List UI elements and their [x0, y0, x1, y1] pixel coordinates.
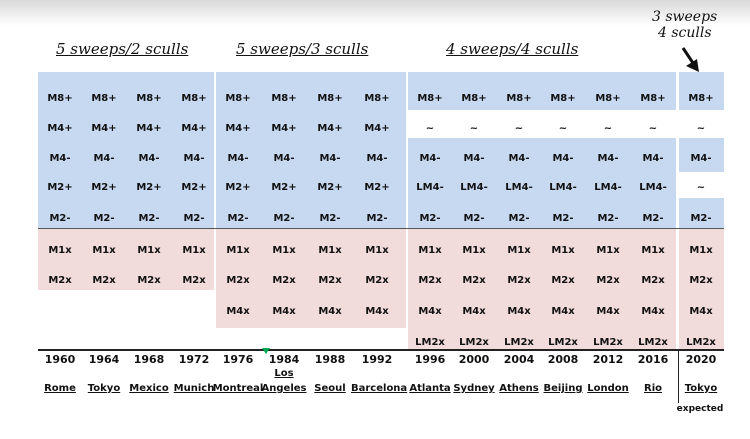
- city-text: Los: [274, 368, 294, 379]
- event-cell: M1x: [48, 245, 72, 256]
- event-cell: M4+: [271, 123, 297, 134]
- event-cell: M4+: [225, 123, 251, 134]
- event-cell: M2-: [552, 213, 574, 224]
- event-cell: M4-: [366, 153, 388, 164]
- event-cell: M2x: [507, 275, 531, 286]
- event-cell: M4-: [419, 153, 441, 164]
- event-cell: M1x: [641, 245, 665, 256]
- event-cell: M2-: [463, 213, 485, 224]
- city-text: Tokyo: [684, 383, 718, 394]
- event-cell: M2x: [365, 275, 389, 286]
- arrow-down-icon: [680, 46, 702, 74]
- city-label-line1: [258, 368, 310, 379]
- event-cell: ~: [425, 123, 435, 134]
- event-cell: LM2x: [548, 337, 578, 348]
- event-cell: M2+: [91, 182, 117, 193]
- event-cell: M4x: [462, 306, 486, 317]
- event-cell: M2+: [225, 182, 251, 193]
- event-cell: LM4-: [505, 182, 533, 193]
- event-cell: M2-: [419, 213, 441, 224]
- event-cell: ~: [696, 123, 706, 134]
- year-label: 1992: [361, 353, 393, 366]
- event-cell: M1x: [418, 245, 442, 256]
- city-text: Beijing: [543, 383, 583, 394]
- event-cell: M4-: [463, 153, 485, 164]
- event-cell: M4x: [272, 306, 296, 317]
- year-label: 2012: [592, 353, 624, 366]
- event-cell: M2x: [272, 275, 296, 286]
- city-label: [304, 383, 356, 394]
- event-cell: M2x: [462, 275, 486, 286]
- event-cell: LM4-: [594, 182, 622, 193]
- event-cell: M4x: [641, 306, 665, 317]
- event-cell: M2x: [641, 275, 665, 286]
- event-cell: M8+: [271, 93, 297, 104]
- event-cell: M1x: [226, 245, 250, 256]
- event-cell: M2+: [47, 182, 73, 193]
- event-cell: M4-: [690, 153, 712, 164]
- city-label: [258, 383, 310, 394]
- event-cell: M8+: [550, 93, 576, 104]
- event-cell: M4-: [93, 153, 115, 164]
- event-cell: M4-: [183, 153, 205, 164]
- event-cell: M4x: [318, 306, 342, 317]
- event-cell: M4+: [136, 123, 162, 134]
- event-cell: M2x: [418, 275, 442, 286]
- event-cell: ~: [648, 123, 658, 134]
- event-cell: M1x: [551, 245, 575, 256]
- year-label: 1984: [268, 353, 300, 366]
- event-cell: M1x: [318, 245, 342, 256]
- city-label: [675, 383, 727, 394]
- event-cell: M4-: [319, 153, 341, 164]
- event-cell: M4+: [364, 123, 390, 134]
- event-cell: M4x: [689, 306, 713, 317]
- event-cell: M2x: [92, 275, 116, 286]
- event-cell: M2-: [597, 213, 619, 224]
- city-text: Angeles: [261, 383, 307, 394]
- era-gap-3: [676, 72, 678, 344]
- event-cell: LM2x: [504, 337, 534, 348]
- event-cell: M8+: [181, 93, 207, 104]
- event-cell: M2-: [183, 213, 205, 224]
- event-cell: M4-: [227, 153, 249, 164]
- event-cell: LM4-: [549, 182, 577, 193]
- year-label: 1972: [178, 353, 210, 366]
- year-label: 1960: [44, 353, 76, 366]
- event-cell: M4x: [418, 306, 442, 317]
- year-label: 2004: [503, 353, 535, 366]
- event-cell: M1x: [92, 245, 116, 256]
- event-cell: M8+: [640, 93, 666, 104]
- event-cell: M2-: [366, 213, 388, 224]
- corner-note-line2: 4 sculls: [658, 25, 712, 41]
- city-text: Atlanta: [409, 383, 451, 394]
- corner-note-line1: 3 sweeps: [652, 9, 718, 25]
- city-text: Rome: [44, 383, 76, 394]
- event-cell: M4-: [642, 153, 664, 164]
- event-cell: LM2x: [459, 337, 489, 348]
- event-cell: M8+: [595, 93, 621, 104]
- event-cell: M4-: [138, 153, 160, 164]
- event-cell: M8+: [364, 93, 390, 104]
- event-cell: M2+: [181, 182, 207, 193]
- event-cell: M1x: [507, 245, 531, 256]
- city-text: Barcelona: [351, 383, 408, 394]
- event-cell: M4-: [49, 153, 71, 164]
- event-cell: M2x: [182, 275, 206, 286]
- event-cell: M4x: [596, 306, 620, 317]
- event-cell: M2+: [364, 182, 390, 193]
- event-cell: M4x: [507, 306, 531, 317]
- event-cell: M1x: [689, 245, 713, 256]
- city-text: Tokyo: [87, 383, 121, 394]
- event-cell: M2-: [273, 213, 295, 224]
- event-cell: M4-: [508, 153, 530, 164]
- event-cell: M2-: [93, 213, 115, 224]
- event-cell: M8+: [91, 93, 117, 104]
- event-cell: LM2x: [638, 337, 668, 348]
- event-cell: M2-: [138, 213, 160, 224]
- event-cell: M1x: [462, 245, 486, 256]
- city-text: Seoul: [314, 383, 346, 394]
- event-cell: M4-: [273, 153, 295, 164]
- city-text: Sydney: [453, 383, 495, 394]
- group-title-1960-1972: 5 sweeps/2 sculls: [56, 40, 189, 58]
- event-cell: M2x: [551, 275, 575, 286]
- year-label: 1996: [414, 353, 446, 366]
- city-text: Athens: [499, 383, 539, 394]
- event-cell: LM2x: [686, 337, 716, 348]
- event-cell: M1x: [365, 245, 389, 256]
- event-cell: LM2x: [593, 337, 623, 348]
- year-label: 2016: [637, 353, 669, 366]
- city-text: Munich: [173, 383, 215, 394]
- event-cell: LM4-: [416, 182, 444, 193]
- event-cell: M2-: [227, 213, 249, 224]
- event-cell: M4+: [91, 123, 117, 134]
- event-cell: M2x: [226, 275, 250, 286]
- corner-note: [652, 9, 748, 41]
- event-cell: M2x: [137, 275, 161, 286]
- top-shading: [0, 0, 750, 26]
- event-cell: M2x: [48, 275, 72, 286]
- event-cell: M2+: [271, 182, 297, 193]
- year-label: 2008: [547, 353, 579, 366]
- city-label: [627, 383, 679, 394]
- event-cell: M1x: [137, 245, 161, 256]
- year-label: 1976: [222, 353, 254, 366]
- year-baseline: [38, 349, 724, 351]
- event-cell: M8+: [225, 93, 251, 104]
- event-cell: M4x: [365, 306, 389, 317]
- city-text: London: [587, 383, 629, 394]
- year-label: 1964: [88, 353, 120, 366]
- city-text: Mexico: [129, 383, 169, 394]
- event-cell: M2+: [136, 182, 162, 193]
- event-cell: M1x: [182, 245, 206, 256]
- year-label: 2020: [685, 353, 717, 366]
- event-cell: M8+: [47, 93, 73, 104]
- event-cell: M2-: [690, 213, 712, 224]
- group-title-1996-2016: 4 sweeps/4 sculls: [446, 40, 579, 58]
- event-cell: M8+: [461, 93, 487, 104]
- event-cell: M4-: [597, 153, 619, 164]
- city-text: Rio: [644, 383, 662, 394]
- year-label: 1968: [133, 353, 165, 366]
- year-label: 2000: [458, 353, 490, 366]
- event-cell: M4x: [226, 306, 250, 317]
- event-cell: M2+: [317, 182, 343, 193]
- event-cell: ~: [558, 123, 568, 134]
- event-cell: LM4-: [639, 182, 667, 193]
- expected-label: expected: [676, 404, 724, 414]
- event-cell: M4-: [552, 153, 574, 164]
- event-cell: M8+: [317, 93, 343, 104]
- event-cell: ~: [514, 123, 524, 134]
- city-label: [212, 383, 264, 394]
- event-cell: LM4-: [460, 182, 488, 193]
- event-cell: ~: [603, 123, 613, 134]
- event-cell: M2x: [689, 275, 713, 286]
- event-cell: M2-: [49, 213, 71, 224]
- event-cell: LM2x: [415, 337, 445, 348]
- event-cell: M2x: [318, 275, 342, 286]
- event-cell: M1x: [272, 245, 296, 256]
- event-cell: M2-: [319, 213, 341, 224]
- event-cell: ~: [469, 123, 479, 134]
- event-cell: M8+: [417, 93, 443, 104]
- city-label: [351, 383, 408, 394]
- event-cell: M1x: [596, 245, 620, 256]
- event-cell: M2-: [642, 213, 664, 224]
- event-cell: ~: [696, 182, 706, 193]
- event-cell: M8+: [506, 93, 532, 104]
- event-cell: M8+: [688, 93, 714, 104]
- group-title-1976-1992: 5 sweeps/3 sculls: [236, 40, 369, 58]
- event-cell: M4x: [551, 306, 575, 317]
- event-cell: M2-: [508, 213, 530, 224]
- event-cell: M4+: [317, 123, 343, 134]
- event-cell: M4+: [47, 123, 73, 134]
- event-cell: M8+: [136, 93, 162, 104]
- event-cell: M4+: [181, 123, 207, 134]
- event-cell: M2x: [596, 275, 620, 286]
- city-text: Montreal: [212, 383, 264, 394]
- year-label: 1988: [314, 353, 346, 366]
